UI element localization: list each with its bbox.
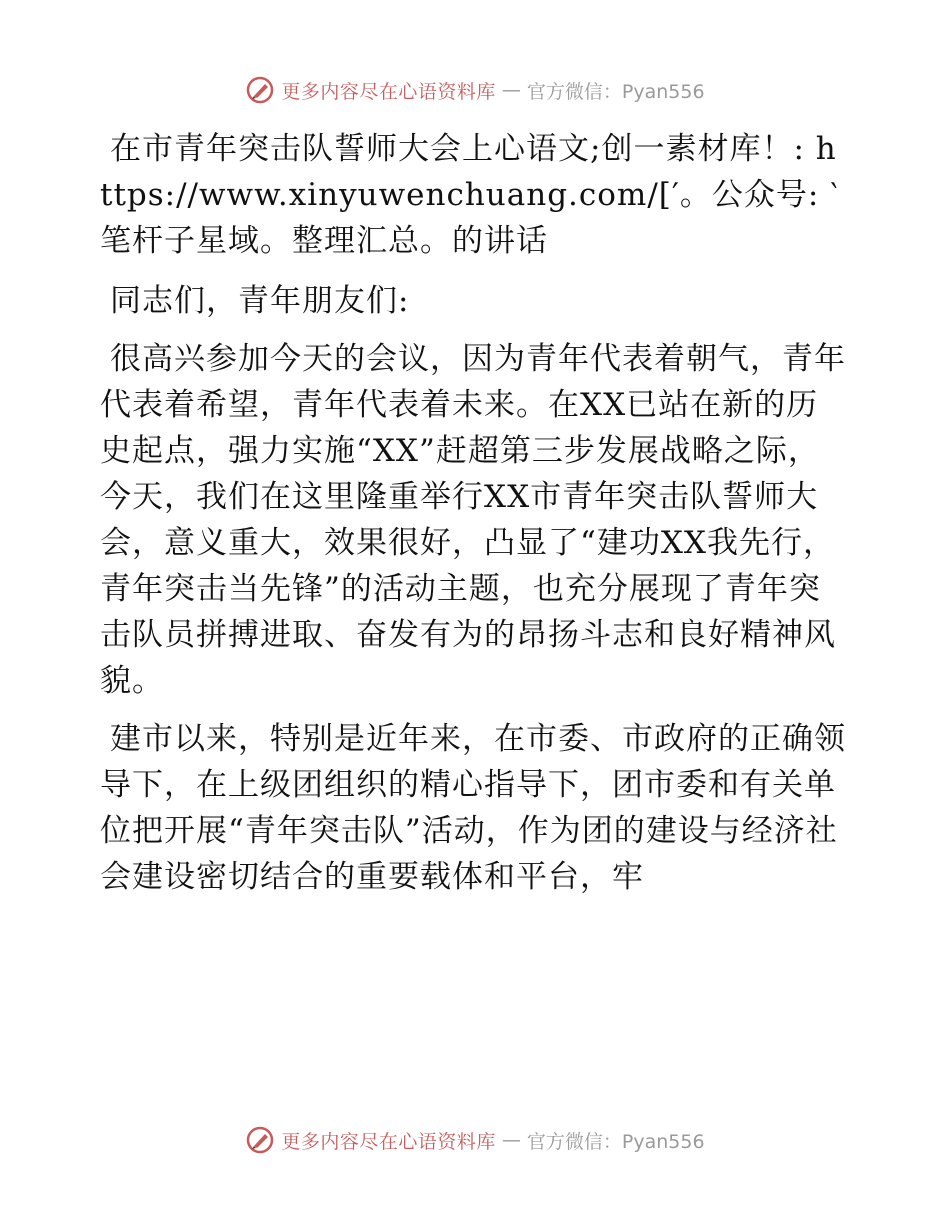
paragraph: 建市以来，特别是近年来，在市委、市政府的正确领导下，在上级团组织的精心指导下，团市委和有关单位把开展“青年突击队”活动，作为团的建设与经济社会建设密切结合的重要载体和平台，牢 [100,721,846,895]
banner-separator: — [501,1129,521,1151]
banner-text: 更多内容尽在心语资料库 [281,1130,496,1153]
banner-wechat: 官方微信：Pyan556 [526,1130,705,1153]
red-pen-circle-logo-icon [245,1125,275,1155]
banner-text: 更多内容尽在心语资料库 [281,80,496,103]
banner-separator: — [501,79,521,101]
footer-banner [0,1122,950,1158]
salutation: 同志们，青年朋友们: [110,283,410,319]
document-body [100,126,850,912]
paragraph: 很高兴参加今天的会议，因为青年代表着朝气，青年代表着希望，青年代表着未来。在XX已站在新的历史起点，强力实施“XX”赶超第三步发展战略之际，今天，我们在这里隆重举行XX市青年突击队誓师大会，意义重大，效果很好，凸显了“建功XX我先行，青年突击当先锋”的活动主题，也充分展现了青年突击队员拼搏进取、奋发有为的昂扬斗志和良好精神风貌。 [100,341,846,699]
header-banner [0,72,950,108]
banner-wechat: 官方微信：Pyan556 [526,80,705,103]
document-title: 在市青年突击队誓师大会上心语文;创一素材库！: https://www.xinyuwenchuang.com/[′。公众号: ‵笔杆子星域。整理汇总。的讲话 [100,131,839,259]
red-pen-circle-logo-icon [245,75,275,105]
